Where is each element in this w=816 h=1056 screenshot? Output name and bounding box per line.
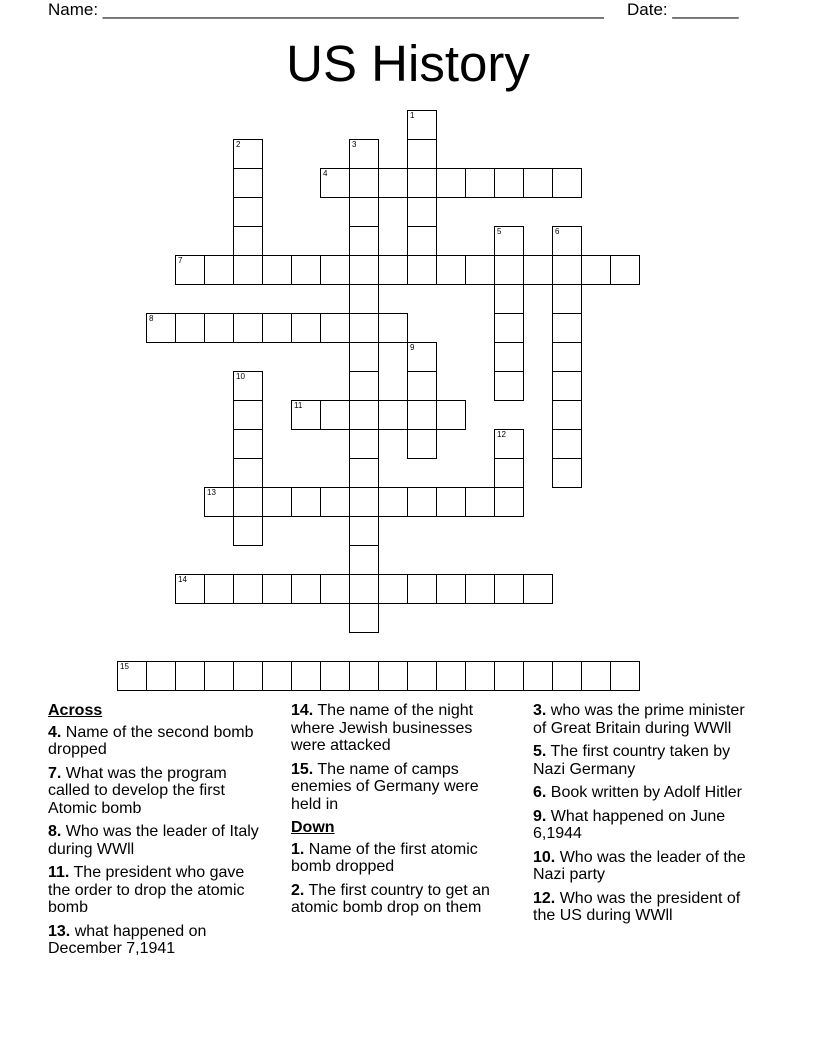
page-title: US History	[286, 35, 530, 92]
grid-cell[interactable]	[494, 487, 524, 517]
across-header: Across	[48, 702, 103, 719]
grid-cell[interactable]	[378, 313, 408, 343]
grid-cell[interactable]	[523, 661, 553, 691]
grid-cell[interactable]	[494, 255, 524, 285]
grid-cell[interactable]	[117, 661, 147, 691]
grid-cell[interactable]	[320, 400, 350, 430]
grid-cell[interactable]	[233, 661, 263, 691]
grid-cell[interactable]	[349, 139, 379, 169]
clue-across-15: 15. The name of camps enemies of Germany were held in	[291, 760, 479, 813]
clue-down-12: 12. Who was the president of the US during WWll	[533, 889, 741, 924]
grid-cell[interactable]	[204, 574, 234, 604]
grid-cell[interactable]	[552, 255, 582, 285]
grid-cell[interactable]	[407, 197, 437, 227]
clue-across-4: 4. Name of the second bomb dropped	[48, 723, 254, 758]
clue-number: 13	[207, 488, 216, 497]
down-header: Down	[291, 819, 335, 836]
clue-number: 15	[120, 662, 129, 671]
clue-number: 4	[323, 169, 328, 178]
grid-cell[interactable]	[436, 487, 466, 517]
grid-cell[interactable]	[349, 574, 379, 604]
grid-cell[interactable]	[494, 284, 524, 314]
grid-cell[interactable]	[262, 255, 292, 285]
grid-cell[interactable]	[494, 342, 524, 372]
grid-cell[interactable]	[407, 400, 437, 430]
grid-cell[interactable]	[552, 458, 582, 488]
grid-cell[interactable]	[349, 284, 379, 314]
grid-cell[interactable]	[349, 168, 379, 198]
grid-cell[interactable]	[523, 168, 553, 198]
grid-cell[interactable]	[494, 371, 524, 401]
grid-cell[interactable]	[378, 661, 408, 691]
grid-cell[interactable]	[291, 487, 321, 517]
grid-cell[interactable]	[407, 255, 437, 285]
grid-cell[interactable]	[407, 139, 437, 169]
grid-cell[interactable]	[407, 429, 437, 459]
grid-cell[interactable]	[291, 313, 321, 343]
grid-cell[interactable]	[378, 168, 408, 198]
grid-cell[interactable]	[610, 255, 640, 285]
clue-number: 2	[236, 140, 241, 149]
grid-cell[interactable]	[291, 661, 321, 691]
grid-cell[interactable]	[436, 168, 466, 198]
grid-cell[interactable]	[378, 255, 408, 285]
grid-cell[interactable]	[262, 661, 292, 691]
grid-cell[interactable]	[349, 661, 379, 691]
clue-across-7: 7. What was the program called to develop the first Atomic bomb	[48, 764, 227, 817]
grid-cell[interactable]	[233, 487, 263, 517]
clue-down-1: 1. Name of the first atomic bomb dropped	[291, 840, 478, 875]
clue-across-8: 8. Who was the leader of Italy during WWll	[48, 823, 259, 858]
grid-cell[interactable]	[552, 226, 582, 256]
grid-cell[interactable]	[552, 313, 582, 343]
grid-cell[interactable]	[233, 255, 263, 285]
grid-cell[interactable]	[552, 342, 582, 372]
clue-number: 1	[410, 111, 415, 120]
grid-cell[interactable]	[233, 516, 263, 546]
grid-cell[interactable]	[523, 255, 553, 285]
grid-cell[interactable]	[465, 574, 495, 604]
grid-cell[interactable]	[320, 313, 350, 343]
name-field[interactable]: Name: _____________________________________________________	[48, 0, 604, 19]
grid-cell[interactable]	[552, 168, 582, 198]
clue-number: 10	[236, 372, 245, 381]
grid-cell[interactable]	[407, 110, 437, 140]
grid-cell[interactable]	[233, 313, 263, 343]
grid-cell[interactable]	[494, 226, 524, 256]
grid-cell[interactable]	[291, 400, 321, 430]
grid-cell[interactable]	[291, 255, 321, 285]
grid-cell[interactable]	[349, 545, 379, 575]
grid-cell[interactable]	[465, 168, 495, 198]
grid-cell[interactable]	[320, 168, 350, 198]
clues-column-1	[48, 702, 268, 964]
grid-cell[interactable]	[146, 313, 176, 343]
grid-cell[interactable]	[233, 139, 263, 169]
grid-cell[interactable]	[494, 168, 524, 198]
clues-column-3	[533, 702, 753, 931]
grid-cell[interactable]	[581, 255, 611, 285]
grid-cell[interactable]	[262, 487, 292, 517]
grid-cell[interactable]	[378, 487, 408, 517]
grid-cell[interactable]	[436, 400, 466, 430]
grid-cell[interactable]	[204, 487, 234, 517]
grid-cell[interactable]	[233, 197, 263, 227]
grid-cell[interactable]	[175, 661, 205, 691]
clue-number: 14	[178, 575, 187, 584]
clue-down-9: 9. What happened on June 6,1944	[533, 807, 726, 842]
grid-cell[interactable]	[233, 371, 263, 401]
clue-down-2: 2. The first country to get an atomic bomb drop on them	[291, 881, 490, 916]
grid-cell[interactable]	[494, 574, 524, 604]
grid-cell[interactable]	[407, 574, 437, 604]
grid-cell[interactable]	[349, 429, 379, 459]
clue-across-11: 11. The president who gave the order to drop the atomic bomb	[48, 864, 245, 916]
grid-cell[interactable]	[349, 342, 379, 372]
grid-cell[interactable]	[465, 487, 495, 517]
grid-cell[interactable]	[465, 661, 495, 691]
clue-number: 11	[294, 401, 303, 410]
grid-cell[interactable]	[349, 226, 379, 256]
grid-cell[interactable]	[233, 400, 263, 430]
grid-cell[interactable]	[552, 661, 582, 691]
grid-cell[interactable]	[204, 661, 234, 691]
grid-cell[interactable]	[349, 197, 379, 227]
grid-cell[interactable]	[233, 574, 263, 604]
clue-down-6: 6. Book written by Adolf Hitler	[533, 784, 742, 801]
grid-cell[interactable]	[494, 429, 524, 459]
grid-cell[interactable]	[204, 255, 234, 285]
grid-cell[interactable]	[233, 458, 263, 488]
grid-cell[interactable]	[320, 574, 350, 604]
grid-cell[interactable]	[175, 255, 205, 285]
grid-cell[interactable]	[552, 371, 582, 401]
grid-cell[interactable]	[204, 313, 234, 343]
grid-cell[interactable]	[233, 226, 263, 256]
grid-cell[interactable]	[523, 574, 553, 604]
clue-number: 7	[178, 256, 183, 265]
grid-cell[interactable]	[407, 168, 437, 198]
clue-down-10: 10. Who was the leader of the Nazi party	[533, 848, 746, 883]
clue-number: 9	[410, 343, 415, 352]
grid-cell[interactable]	[407, 371, 437, 401]
grid-cell[interactable]	[436, 661, 466, 691]
clue-number: 3	[352, 140, 357, 149]
grid-cell[interactable]	[320, 255, 350, 285]
grid-cell[interactable]	[552, 400, 582, 430]
clue-number: 6	[555, 227, 560, 236]
grid-cell[interactable]	[146, 661, 176, 691]
grid-cell[interactable]	[349, 487, 379, 517]
grid-cell[interactable]	[349, 313, 379, 343]
grid-cell[interactable]	[494, 313, 524, 343]
grid-cell[interactable]	[320, 487, 350, 517]
grid-cell[interactable]	[407, 342, 437, 372]
grid-cell[interactable]	[349, 255, 379, 285]
clue-down-3: 3. who was the prime minister of Great Britain during WWll	[533, 702, 745, 737]
clue-across-13: 13. what happened on December 7,1941	[48, 922, 207, 957]
grid-cell[interactable]	[349, 400, 379, 430]
grid-cell[interactable]	[233, 429, 263, 459]
grid-cell[interactable]	[349, 603, 379, 633]
grid-cell[interactable]	[494, 458, 524, 488]
clue-number: 12	[497, 430, 506, 439]
clues-column-2	[291, 702, 511, 923]
grid-cell[interactable]	[175, 313, 205, 343]
grid-cell[interactable]	[581, 661, 611, 691]
grid-cell[interactable]	[349, 516, 379, 546]
grid-cell[interactable]	[436, 574, 466, 604]
clue-number: 8	[149, 314, 154, 323]
grid-cell[interactable]	[552, 284, 582, 314]
grid-cell[interactable]	[262, 574, 292, 604]
date-field[interactable]: Date: _______	[627, 0, 739, 19]
grid-cell[interactable]	[378, 574, 408, 604]
grid-cell[interactable]	[552, 429, 582, 459]
grid-cell[interactable]	[436, 255, 466, 285]
grid-cell[interactable]	[233, 168, 263, 198]
grid-cell[interactable]	[262, 313, 292, 343]
grid-cell[interactable]	[407, 226, 437, 256]
clue-number: 5	[497, 227, 502, 236]
grid-cell[interactable]	[349, 458, 379, 488]
grid-cell[interactable]	[320, 661, 350, 691]
grid-cell[interactable]	[291, 574, 321, 604]
grid-cell[interactable]	[465, 255, 495, 285]
clue-across-14: 14. The name of the night where Jewish businesses were attacked	[291, 702, 474, 754]
grid-cell[interactable]	[378, 400, 408, 430]
grid-cell[interactable]	[610, 661, 640, 691]
grid-cell[interactable]	[494, 661, 524, 691]
clue-down-5: 5. The first country taken by Nazi Germany	[533, 743, 731, 778]
grid-cell[interactable]	[407, 487, 437, 517]
grid-cell[interactable]	[349, 371, 379, 401]
grid-cell[interactable]	[407, 661, 437, 691]
grid-cell[interactable]	[175, 574, 205, 604]
